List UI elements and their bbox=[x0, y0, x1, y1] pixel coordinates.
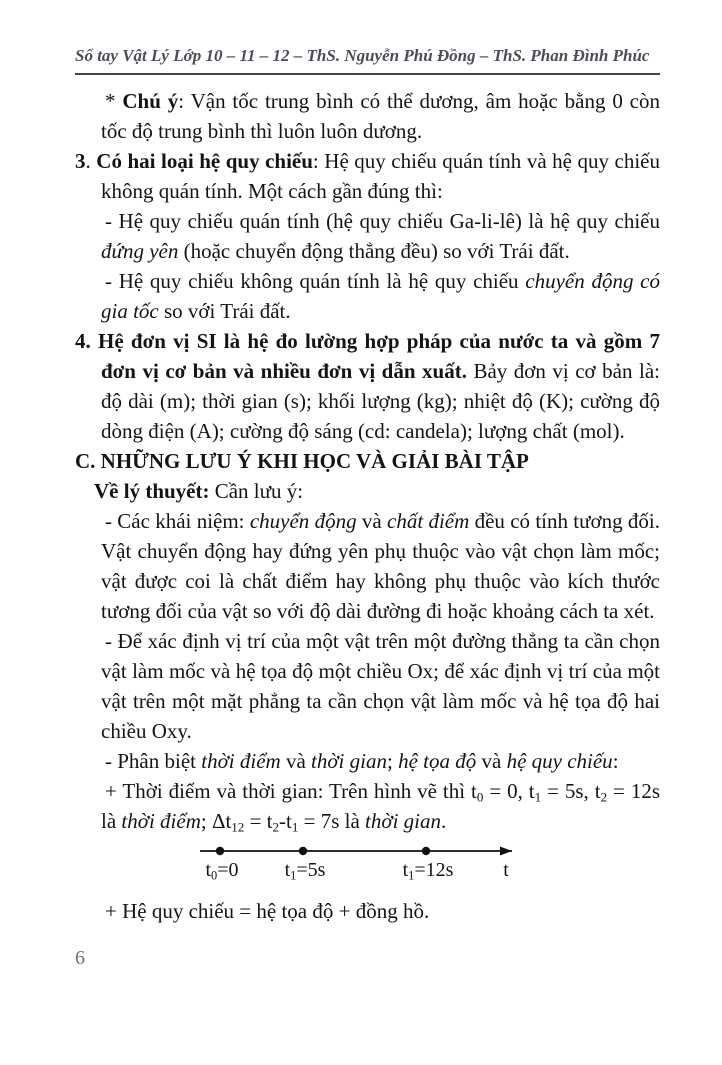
plus-reference-frame: + Hệ quy chiếu = hệ tọa độ + đồng hồ. bbox=[105, 899, 430, 923]
axis-label-t: t bbox=[503, 859, 509, 881]
numbered-item-3: 3. Có hai loại hệ quy chiếu: Hệ quy chiếu quán tính và hệ quy chiếu không quán tính. Một cách gần đúng thì: bbox=[75, 149, 661, 203]
bullet-noninertial-frame: - Hệ quy chiếu không quán tính là hệ quy chiếu chuyển động có gia tốc so với Trái đất. bbox=[101, 269, 660, 323]
time-axis-figure bbox=[200, 839, 540, 891]
page-number: 6 bbox=[75, 947, 85, 969]
bullet-concepts: - Các khái niệm: chuyển động và chất điểm đều có tính tương đối. Vật chuyển động hay đứng yên phụ thuộc vào vật chọn làm mốc; vật được coi là chất điểm hay không phụ thuộc vào kích thước tương đối của vật so với độ dài đường đi hoặc khoảng cách ta xét. bbox=[101, 509, 661, 623]
time-axis-svg bbox=[200, 839, 540, 863]
page-content bbox=[75, 86, 660, 973]
bullet-distinguish: - Phân biệt thời điểm và thời gian; hệ tọa độ và hệ quy chiếu: bbox=[105, 749, 619, 773]
running-head-title: Sổ tay Vật Lý Lớp 10 – 11 – 12 – ThS. Nguyễn Phú Đồng – ThS. Phan Đình Phúc bbox=[75, 46, 650, 65]
axis-label-t0: $t_0=0$ bbox=[205, 859, 239, 883]
axis-dot-t2 bbox=[422, 847, 430, 855]
axis-label-t1: $t_1=5s$ bbox=[284, 859, 326, 883]
section-heading-c: C. NHỮNG LƯU Ý KHI HỌC VÀ GIẢI BÀI TẬP bbox=[75, 449, 529, 473]
axis-dot-t0 bbox=[216, 847, 224, 855]
numbered-item-4: 4. Hệ đơn vị SI là hệ đo lường hợp pháp của nước ta và gồm 7 đơn vị cơ bản và nhiều đơn vị dẫn xuất. Bảy đơn vị cơ bản là: độ dài (m); thời gian (s); khối lượng (kg); nhiệt độ (K); cường độ dòng điện (A); cường độ sáng (cd: candela); lượng chất (mol). bbox=[75, 329, 661, 443]
bullet-inertial-frame: - Hệ quy chiếu quán tính (hệ quy chiếu Ga-li-lê) là hệ quy chiếu đứng yên (hoặc chuyển động thẳng đều) so với Trái đất. bbox=[101, 209, 660, 263]
note-paragraph: * Chú ý: Vận tốc trung bình có thể dương, âm hoặc bằng 0 còn tốc độ trung bình thì luôn luôn dương. bbox=[101, 89, 661, 143]
page-header bbox=[75, 46, 660, 75]
axis-arrowhead-icon bbox=[500, 847, 512, 856]
bullet-position: - Để xác định vị trí của một vật trên một đường thẳng ta cần chọn vật làm mốc và hệ tọa độ một chiều Ox; để xác định vị trí của một vật trên một mặt phẳng ta cần chọn vật làm mốc và hệ tọa độ hai chiều Oxy. bbox=[101, 629, 660, 743]
axis-dot-t1 bbox=[299, 847, 307, 855]
axis-label-t2: $t_1=12s$ bbox=[402, 859, 454, 883]
plus-time-point: + Thời điểm và thời gian: Trên hình vẽ thì $t_0 = 0$, $t_1 = 5s$, $t_2 = 12s$ là thời điểm; $\Delta t_{12} = t_2-t_1 = 7s$ là thời gian. bbox=[101, 779, 660, 835]
theory-note-heading: Về lý thuyết: Cần lưu ý: bbox=[94, 479, 304, 503]
